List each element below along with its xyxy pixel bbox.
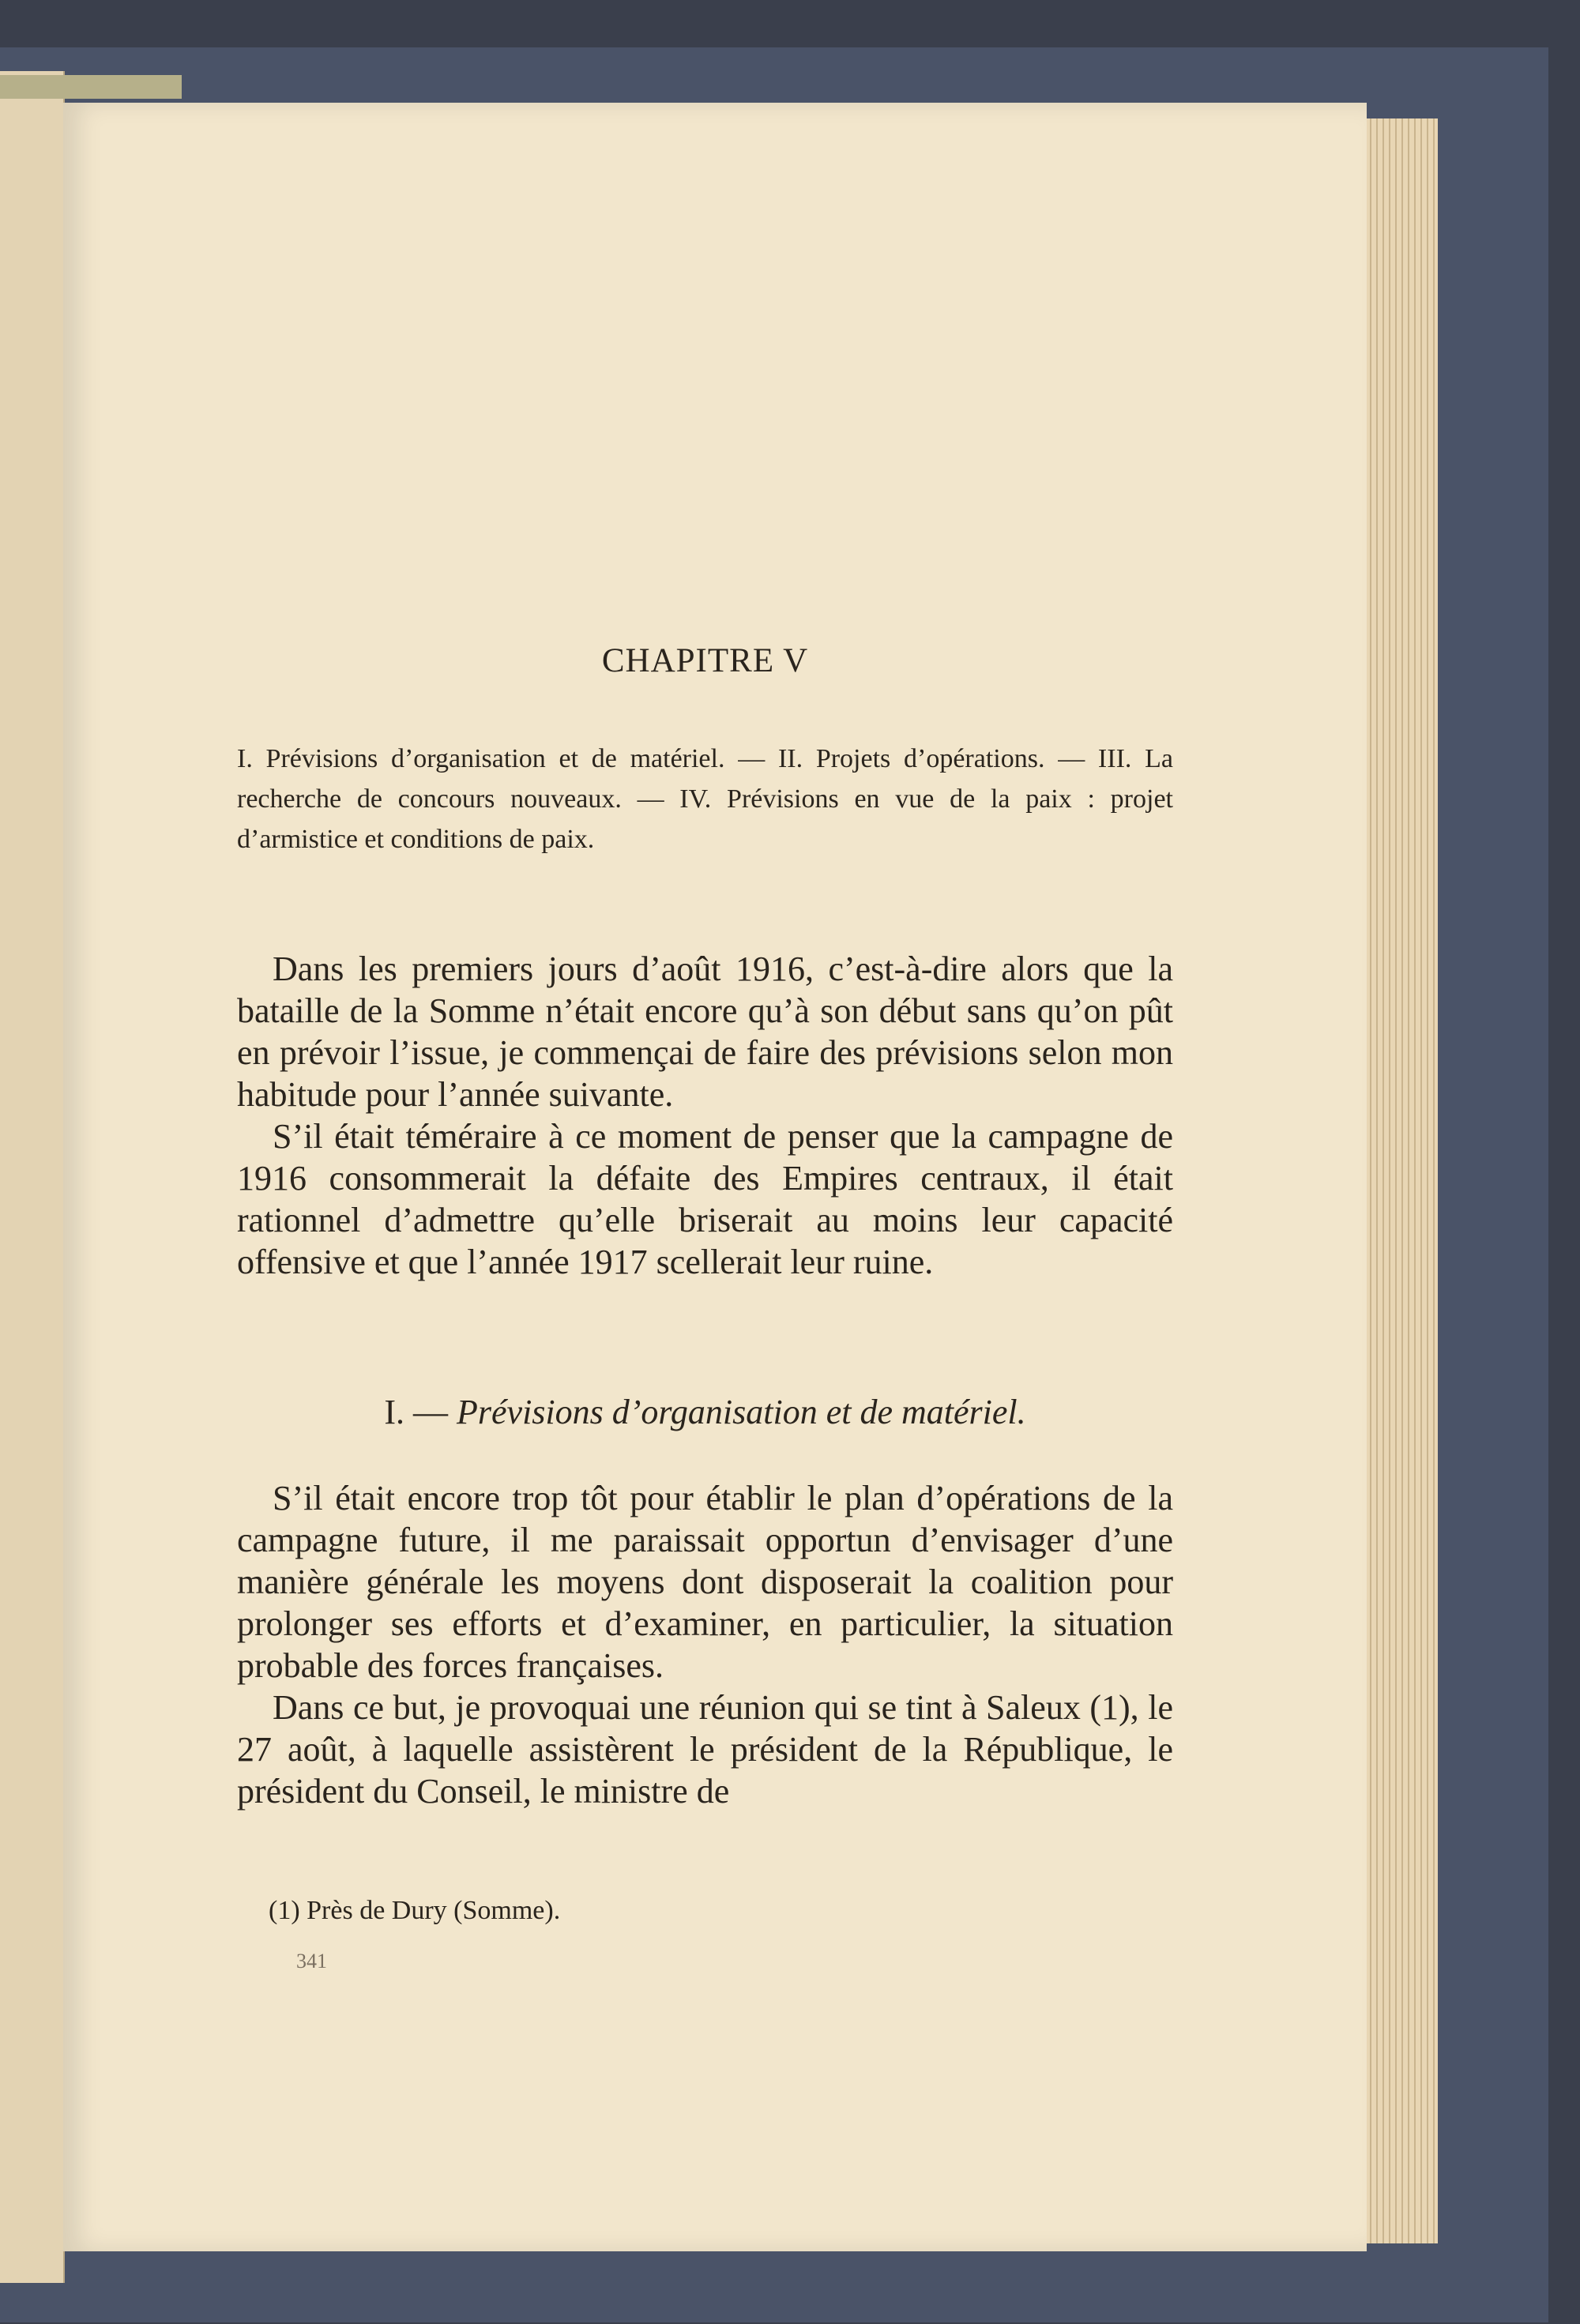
page-number: 341: [296, 1950, 327, 1972]
page-edges: [1359, 118, 1438, 2243]
spine-binding: [0, 75, 182, 99]
section-title: Prévisions d’organisation et de matériel.: [457, 1393, 1026, 1431]
chapter-summary: I. Prévisions d’organisation et de matériel. — II. Projets d’opérations. — III. La recherche de concours nouveaux. — IV. Prévisions en vue de la paix : projet d’armistice et conditions de paix.: [237, 744, 1173, 854]
section-heading: [237, 1392, 1173, 1432]
section-number: I. —: [384, 1393, 449, 1431]
text-block-section: [237, 1477, 1173, 1812]
text-block-intro: [237, 948, 1173, 1283]
facing-page-edge: [0, 71, 65, 2283]
paragraph: Dans les premiers jours d’août 1916, c’est-à-dire alors que la bataille de la Somme n’était encore qu’à son début sans qu’on pût en prévoir l’issue, je commençai de faire des prévisions selon mon habitude pour l’année suivante.: [237, 950, 1173, 1114]
paragraph: Dans ce but, je provoquai une réunion qui se tint à Saleux (1), le 27 août, à laquelle assistèrent le président de la République, le président du Conseil, le ministre de: [237, 1688, 1173, 1811]
chapter-title: CHAPITRE V: [601, 642, 809, 679]
paragraph: S’il était encore trop tôt pour établir le plan d’opérations de la campagne future, il me paraissait opportun d’envisager d’une manière générale les moyens dont disposerait la coalition pour prolonger ses efforts et d’examiner, en particulier, la situation probable des forces françaises.: [237, 1479, 1173, 1685]
paragraph: S’il était téméraire à ce moment de penser que la campagne de 1916 consommerait la défaite des Empires centraux, il était rationnel d’admettre qu’elle briserait au moins leur capacité offensive et que l’année 1917 scellerait leur ruine.: [237, 1117, 1173, 1281]
footnote: (1) Près de Dury (Somme).: [269, 1896, 561, 1925]
